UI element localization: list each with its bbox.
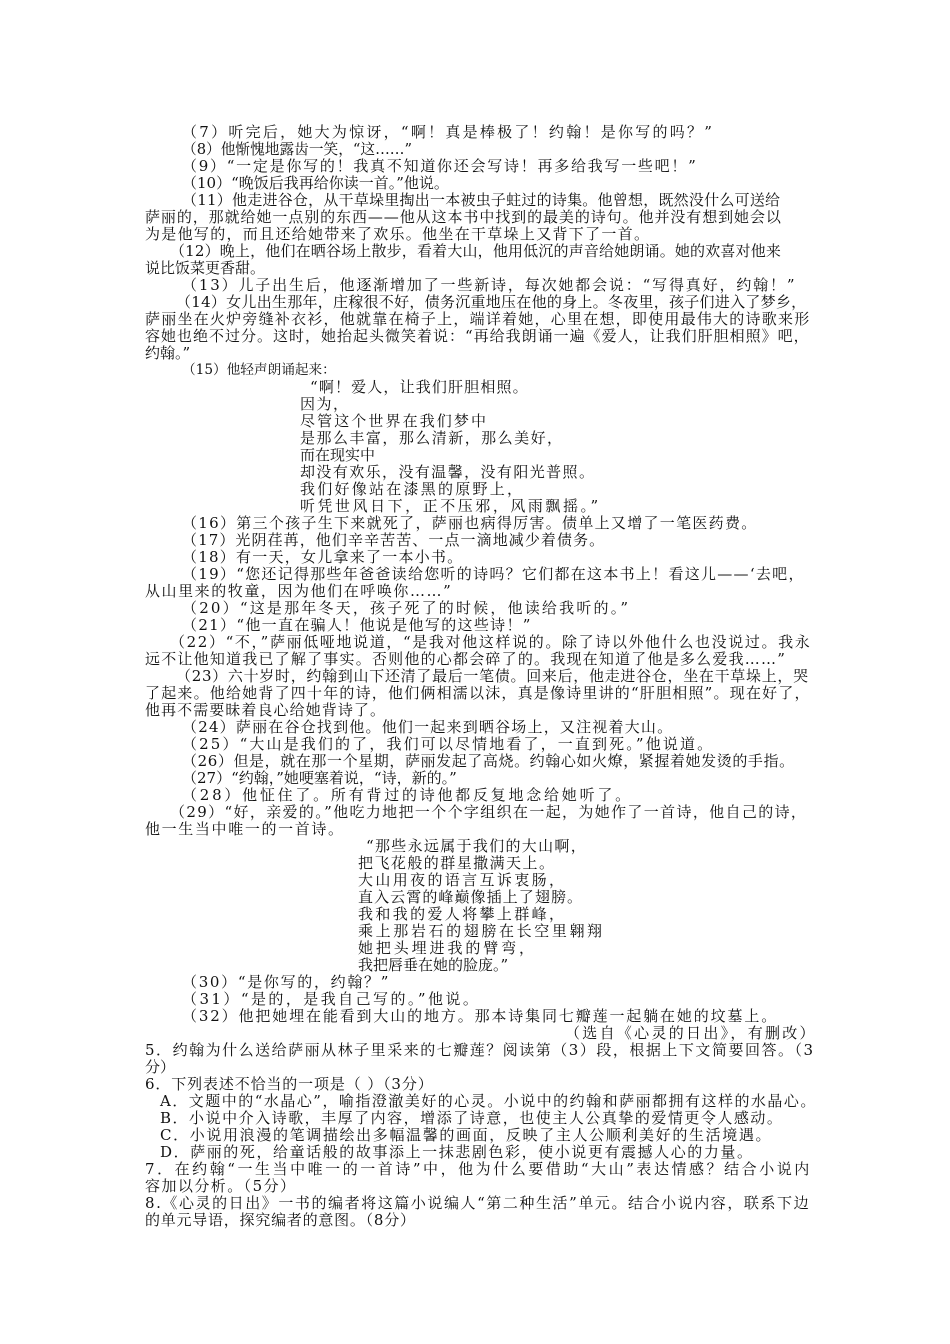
text-line: （12）晚上，他们在晒谷场上散步，看着大山，他用低沉的声音给她朗诵。她的欢喜对他来	[170, 242, 782, 260]
poem-line: 而在现实中	[300, 446, 376, 464]
text-line: （22）“不，”萨丽低哑地说道，“是我对他这样说的。除了诗以外他什么也没说过。我永	[170, 633, 812, 651]
poem-line: 我们好像站在漆黑的原野上，	[300, 480, 525, 498]
text-line: （23）六十岁时，约翰到山下还清了最后一笔债。回来后，他走进谷仓，坐在干草垛上，哭	[176, 667, 809, 685]
text-line: （20）“这是那年冬天，孩子死了的时候，他读给我听的。”	[182, 599, 631, 617]
poem-line: 把飞花般的群星撒满天上。	[358, 854, 556, 872]
question-7: 7．在约翰“一生当中唯一的一首诗”中，他为什么要借助“大山”表达情感？结合小说内	[145, 1160, 812, 1178]
text-line: 了起来。他给她背了四十年的诗，他们俩相濡以沫，真是像诗里讲的“肝胆相照”。现在好了，	[145, 684, 811, 702]
text-line: （11）他走进谷仓，从干草垛里掏出一本被虫子蛀过的诗集。他曾想，既然没什么可送给	[182, 191, 781, 209]
text-line: （9）“一定是你写的！我真不知道你还会写诗！再多给我写一些吧！”	[182, 157, 698, 175]
poem-line: 我把唇垂在她的脸庞。”	[358, 956, 509, 974]
text-line: 约翰。”	[145, 344, 191, 362]
poem-line: 听凭世风日下，正不压邪，风雨飘摇。”	[300, 497, 601, 515]
text-line: （7）听完后，她大为惊讶，“啊！真是棒极了！约翰！是你写的吗？”	[182, 123, 715, 141]
text-line: （31）“是的，是我自己写的。”他说。	[182, 990, 481, 1008]
poem-line: 是那么丰富，那么清新，那么美好，	[300, 429, 564, 447]
text-line: （25）“大山是我们的了，我们可以尽情地看了，一直到死。”他说道。	[182, 735, 715, 753]
option-c: C．小说用浪漫的笔调描绘出多幅温馨的画面，反映了主人公顺利美好的生活境遇。	[160, 1126, 773, 1144]
text-line: 远不让他知道我已了解了事实。否则他的心都会碎了的。我现在知道了他是多么爱我……”	[145, 650, 787, 668]
text-line: 萨丽坐在火炉旁缝补衣衫，他就靠在椅子上，端详着她，心里在想，即使用最伟大的诗歌来形	[145, 310, 811, 328]
question-7: 容加以分析。（5分）	[145, 1177, 297, 1195]
text-line: （18）有一天，女儿拿来了一本小书。	[182, 548, 464, 566]
text-line: （29）“好，亲爱的。”他吃力地把一个个字组织在一起，为她作了一首诗，他自己的诗，	[170, 803, 808, 821]
text-line: 说比饭菜更香甜。	[145, 259, 266, 277]
text-line: （13）儿子出生后，他逐渐增加了一些新诗，每次她都会说：“写得真好，约翰！”	[182, 276, 797, 294]
text-line: 他一生当中唯一的一首诗。	[145, 820, 345, 838]
text-line: （26）但是，就在那一个星期，萨丽发起了高烧。约翰心如火燎，紧握着她发烫的手指。	[182, 752, 795, 770]
poem-line: 尽管这个世界在我们梦中	[300, 412, 489, 430]
text-line: 他再不需要昧着良心给她背诗了。	[145, 701, 387, 719]
text-line: （27）“约翰，”她哽塞着说，“诗，新的。”	[182, 769, 457, 787]
text-line: （21）“他一直在骗人！他说是他写的这些诗！”	[182, 616, 532, 634]
poem-line: 乘上那岩石的翅膀在长空里翱翔	[358, 922, 605, 940]
question-5: 分）	[145, 1058, 176, 1076]
poem-line: “啊！爱人，让我们肝胆相照。	[310, 378, 529, 396]
poem-line: 因为，	[300, 395, 350, 413]
text-line: 萨丽的，那就给她一点别的东西——他从这本书中找到的最美的诗句。他并没有想到她会以	[145, 208, 782, 226]
text-line: （32）他把她埋在能看到大山的地方。那本诗集同七瓣莲一起躺在她的坟墓上。	[182, 1007, 779, 1025]
question-8: 的单元导语，探究编者的意图。（8分）	[145, 1211, 416, 1229]
text-line: （24）萨丽在谷仓找到他。他们一起来到晒谷场上，又注视着大山。	[182, 718, 674, 736]
question-5: 5．约翰为什么送给萨丽从林子里采来的七瓣莲？阅读第（3）段，根据上下文简要回答。（3	[145, 1041, 815, 1059]
text-line: （30）“是你写的，约翰？”	[182, 973, 391, 991]
text-line: 从山里来的牧童，因为他们在呼唤你……”	[145, 582, 453, 600]
poem-line: “那些永远属于我们的大山啊，	[366, 837, 588, 855]
text-line: 容她也绝不过分。这时，她抬起头微笑着说：“再给我朗诵一遍《爱人，让我们肝胆相照》吧，	[145, 327, 810, 345]
text-line: 为是他写的，而且还给她带来了欢乐。他坐在干草垛上又背下了一首。	[145, 225, 651, 243]
text-line: （19）“您还记得那些年爸爸读给您听的诗吗？它们都在这本书上！看这儿——‘去吧，	[182, 565, 805, 583]
text-line: （15）他轻声朗诵起来：	[182, 362, 336, 378]
option-b: B．小说中介入诗歌，丰厚了内容，增添了诗意，也使主人公真挚的爱情更令人感动。	[160, 1109, 784, 1127]
text-line: （28）他怔住了。所有背过的诗他都反复地念给她听了。	[182, 786, 633, 804]
poem-line: 直入云霄的峰巅像插上了翅膀。	[358, 888, 584, 906]
text-line: （14）女儿出生那年，庄稼很不好，债务沉重地压在他的身上。冬夜里，孩子们进入了梦乡，	[176, 293, 807, 311]
question-8: 8.《心灵的日出》一书的编者将这篇小说编人“第二种生活”单元。结合小说内容，联系下边	[145, 1194, 811, 1212]
text-line: （17）光阴荏苒，他们辛辛苦苦、一点一滴地减少着债务。	[182, 531, 606, 549]
poem-line: 她把头埋进我的臂弯，	[358, 939, 537, 957]
text-line: （16）第三个孩子生下来就死了，萨丽也病得厉害。债单上又增了一笔医药费。	[182, 514, 758, 532]
poem-line: 大山用夜的语言互诉衷肠，	[358, 871, 567, 889]
option-a: A．文题中的“水晶心”，喻指澄澈美好的心灵。小说中的约翰和萨丽都拥有这样的水晶心。	[160, 1092, 817, 1110]
source-note: （选自《心灵的日出》，有删改）	[565, 1024, 817, 1042]
text-line: （8）他惭愧地露齿一笑，“这……”	[182, 141, 412, 158]
question-6: 6．下列表述不恰当的一项是（ ）（3分）	[145, 1075, 434, 1093]
poem-line: 我和我的爱人将攀上群峰，	[358, 905, 567, 923]
text-line: （10）“晚饭后我再给你读一首。”他说。	[182, 174, 449, 192]
option-d: D．萨丽的死，给童话般的故事添上一抹悲剧色彩，使小说更有震撼人心的力量。	[160, 1143, 754, 1161]
poem-line: 却没有欢乐，没有温馨，没有阳光普照。	[300, 463, 596, 481]
